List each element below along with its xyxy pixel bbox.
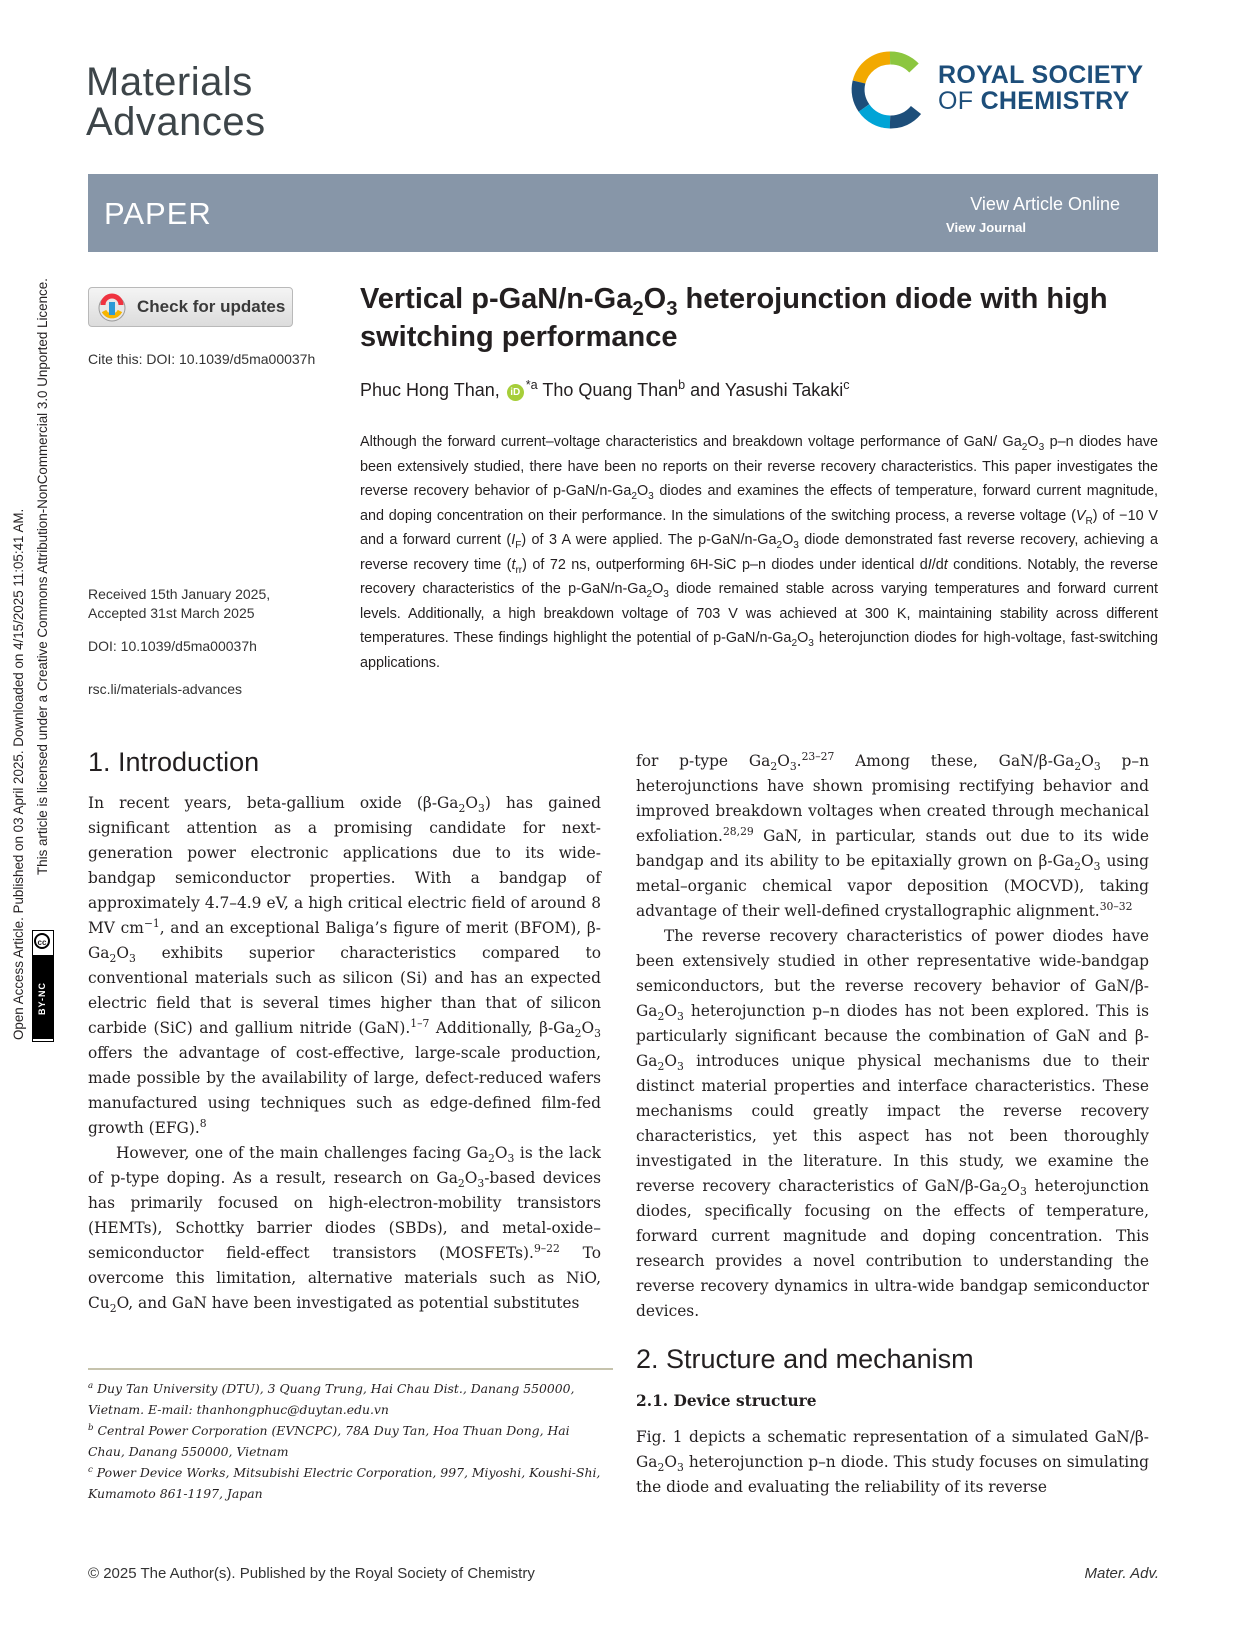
affiliation-b: $^b$ Central Power Corporation (EVNCPC), 78A Duy Tan, Hoa Thuan Dong, Hai Chau, Danang 550000, Vietnam xyxy=(88,1422,570,1459)
author-3-affiliation: c xyxy=(843,378,850,392)
abstract: Although the forward current–voltage characteristics and breakdown voltage performance of GaN/ $Ga_2O_3$ p–n diodes have been extensively studied, there have been no reports on their reverse recovery characteristics. This paper investigates the reverse recovery behavior of $p-GaN/n-Ga_2O_3$ diodes and examines the effects of temperature, forward current magnitude, and doping concentration on their performance. In the simulations of the switching process, a reverse voltage $(V_R)$ of −10 V and a forward current $(I_F)$ of 3 A were applied. The $p-GaN/n-Ga_2O_3$ diode demonstrated fast reverse recovery, achieving a reverse recovery time $(t_{rr})$ of 72 ns, outperforming 6H-SiC p–n diodes under identical dI/dt conditions. Notably, the reverse recovery characteristics of the $p-GaN/n-Ga_2O_3$ diode remained stable across varying temperatures and forward current levels. Additionally, a high breakdown voltage of 703 V was achieved at 300 K, maintaining stability across different temperatures. These findings highlight the potential of $p-GaN/n-Ga_2O_3$ heterojunction diodes for high-voltage, fast-switching applications. xyxy=(360,434,1159,671)
section-2-paragraph xyxy=(636,1425,1149,1500)
journal-name-line1: Materials xyxy=(86,60,253,104)
author-2: Tho Quang Than xyxy=(537,380,679,400)
section-2-heading: 2. Structure and mechanism xyxy=(636,1344,974,1374)
affiliation-c: $^c$ Power Device Works, Mitsubishi Electric Corporation, 997, Miyoshi, Koushi-Shi, Kumamoto 861-1197, Japan xyxy=(88,1464,601,1501)
publisher-line2: OF CHEMISTRY xyxy=(938,87,1130,115)
received-date: Received 15th January 2025, xyxy=(88,586,271,602)
intro-paragraph-4: The reverse recovery characteristics of power diodes have been extensively studied in other representative wide-bandgap semiconductors, but the reverse recovery behavior of GaN/$\beta-Ga_2O_3$ heterojunction p–n diodes has not been explored. This is particularly significant because the combination of GaN and $\beta-Ga_2O_3$ introduces unique physical mechanisms due to their distinct material properties and interface characteristics. These mechanisms could greatly impact the reverse recovery characteristics, yet this aspect has not been thoroughly investigated in the literature. In this study, we examine the reverse recovery characteristics of GaN/$\beta-Ga_2O_3$ heterojunction diodes, specifically focusing on the effects of temperature, forward current magnitude and doping concentration. This research provides a novel contribution to understanding the reverse recovery dynamics in ultra-wide bandgap semiconductor devices. xyxy=(636,927,1149,1320)
journal-name xyxy=(86,62,266,142)
cite-this: Cite this: DOI: 10.1039/d5ma00037h xyxy=(88,351,316,367)
section-1-heading: 1. Introduction xyxy=(88,747,260,777)
cc-license-badge[interactable] xyxy=(32,930,54,1042)
article-type: PAPER xyxy=(104,196,212,231)
publisher-line1: ROYAL SOCIETY xyxy=(938,61,1144,89)
journal-abbrev-footer: Mater. Adv. xyxy=(1084,1565,1159,1582)
intro-paragraph-2: However, one of the main challenges facing $Ga_2O_3$ is the lack of p-type doping. As a result, research on $Ga_2O_3$-based devices has primarily focused on high-electron-mobility transistors (HEMTs), Schottky barrier diodes (SBDs), and metal-oxide–semiconductor field-effect transistors (MOSFETs).$^{9-22}$ To overcome this limitation, alternative materials such as NiO, $Cu_2O$, and GaN have been investigated as potential substitutes xyxy=(88,1144,601,1316)
view-journal-link[interactable]: View Journal xyxy=(946,220,1026,235)
author-1-affiliation: *a xyxy=(525,378,538,392)
author-1: Phuc Hong Than, xyxy=(360,380,500,400)
intro-paragraph-1: In recent years, beta-gallium oxide $(\beta-Ga_2O_3)$ has gained significant attention as a promising candidate for next-generation power electronic applications due to its wide-bandgap semiconductor properties. With a bandgap of approximately 4.7–4.9 eV, a high critical electric field of around 8 MV $cm^{-1}$, and an exceptional Baliga’s figure of merit (BFOM), $\beta-Ga_2O_3$ exhibits superior characteristics compared to conventional materials such as silicon (Si) and has an expected electric field that is several times higher than that of silicon carbide (SiC) and gallium nitride (GaN).$^{1-7}$ Additionally, $\beta-Ga_2O_3$ offers the advantage of cost-effective, large-scale production, made possible by the availability of large, defect-reduced wafers manufactured using techniques such as edge-defined film-fed growth (EFG).$^8$ xyxy=(88,794,601,1137)
doi: DOI: 10.1039/d5ma00037h xyxy=(88,638,257,654)
section-2-paragraph-1: Fig. 1 depicts a schematic representation of a simulated GaN/$\beta-Ga_2O_3$ heterojunction p–n diode. This study focuses on simulating the diode and evaluating the reliability of its reverse xyxy=(636,1428,1149,1496)
by-nc-label: BY-NC xyxy=(37,981,47,1015)
accepted-date: Accepted 31st March 2025 xyxy=(88,605,255,621)
journal-name-line2: Advances xyxy=(86,100,266,144)
check-for-updates-button[interactable] xyxy=(88,287,293,327)
author-3: and Yasushi Takaki xyxy=(685,380,844,400)
rsc-logo-icon xyxy=(850,50,930,130)
footnote-divider xyxy=(88,1368,613,1370)
author-2-affiliation: b xyxy=(678,378,686,392)
license-notice[interactable]: This article is licensed under a Creative Commons Attribution-NonCommercial 3.0 Unported Licence. xyxy=(35,278,50,875)
open-access-notice: Open Access Article. Published on 03 April 2025. Downloaded on 4/15/2025 11:05:41 AM. xyxy=(11,508,26,1040)
crossmark-icon xyxy=(97,293,127,323)
right-column xyxy=(636,749,1149,1324)
subsection-2-1-heading: 2.1. Device structure xyxy=(636,1392,817,1410)
journal-link[interactable]: rsc.li/materials-advances xyxy=(88,681,243,697)
orcid-icon[interactable]: iD xyxy=(507,384,524,401)
intro-paragraph-3: for p-type $Ga_2O_3.^{23-27}$ Among these, GaN/$\beta-Ga_2O_3$ p–n heterojunctions have shown promising rectifying behavior and improved breakdown voltages when created through mechanical exfoliation.$^{28,29}$ GaN, in particular, stands out due to its wide bandgap and its ability to be epitaxially grown on $\beta-Ga_2O_3$ using metal–organic chemical vapor deposition (MOCVD), taking advantage of their well-defined crystallographic alignment.$^{30-32}$ xyxy=(636,749,1149,920)
article-type-banner xyxy=(88,174,1158,252)
publisher-logo[interactable] xyxy=(850,50,1150,130)
view-article-online-link[interactable]: View Article Online xyxy=(970,194,1120,214)
article-title: Vertical $p-GaN/n-Ga_2O_3$ heterojunction diode with high switching performance xyxy=(360,283,1108,353)
cc-icon: cc xyxy=(34,933,50,949)
author-list xyxy=(360,380,850,401)
left-column xyxy=(88,747,601,1316)
check-for-updates-label: Check for updates xyxy=(137,297,286,316)
copyright-footer: © 2025 The Author(s). Published by the Royal Society of Chemistry xyxy=(88,1565,535,1582)
affiliation-a: $^a$ Duy Tan University (DTU), 3 Quang Trung, Hai Chau Dist., Danang 550000, Vietnam. E-mail: thanhongphuc@duytan.edu.vn xyxy=(88,1380,575,1417)
